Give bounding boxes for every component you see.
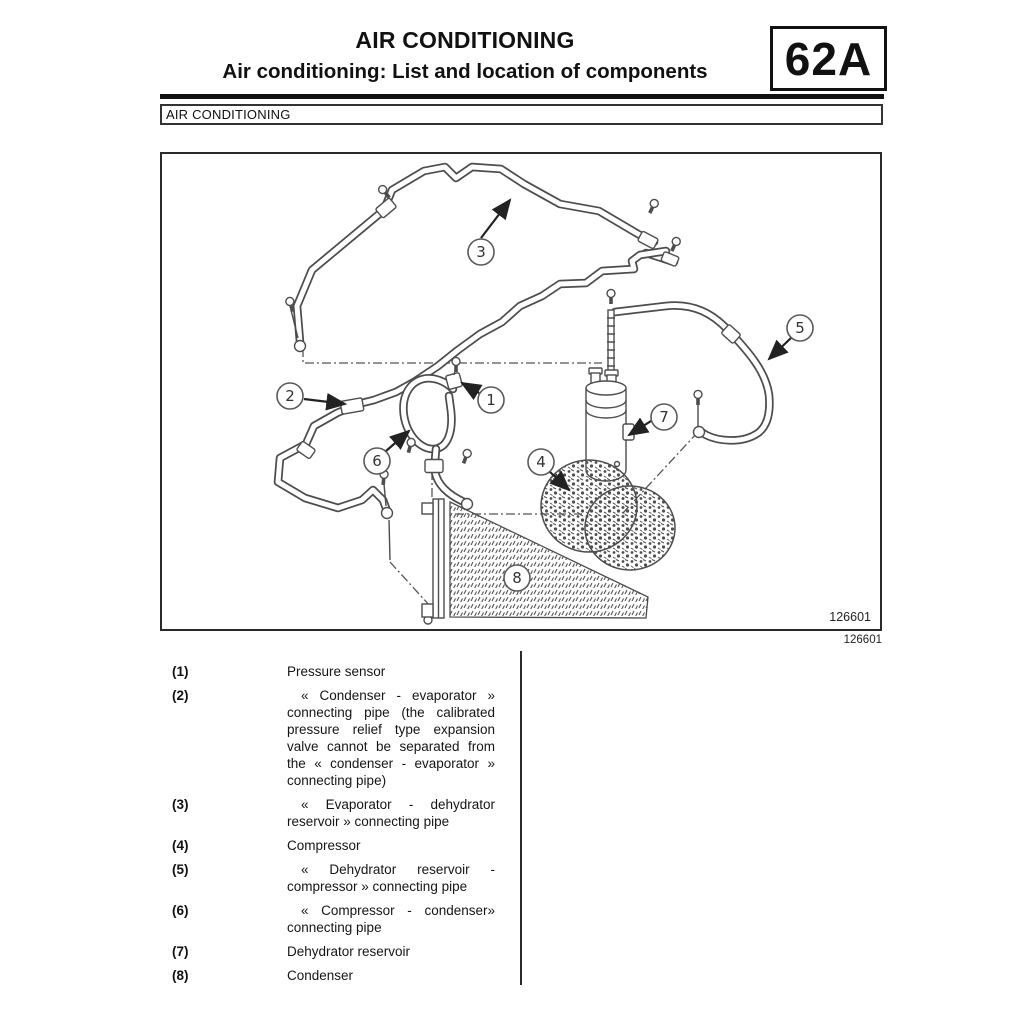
legend-item [172, 943, 517, 960]
callout-1 [478, 387, 504, 413]
legend-item-description: Dehydrator reservoir [287, 944, 411, 959]
legend-item-number: (3) [172, 797, 189, 812]
callout-6 [364, 448, 390, 474]
legend-item-description: « Condenser - evaporator » connecting pipe (the calibrated pressure relief type expansion valve cannot be separated from the « condenser - evaporator » connecting pipe) [287, 688, 495, 788]
legend-item [172, 663, 517, 680]
section-band-label: AIR CONDITIONING [166, 107, 291, 122]
callout-4 [528, 449, 554, 475]
legend-item [172, 861, 517, 895]
legend-item-number: (5) [172, 862, 189, 877]
figure-frame [160, 152, 882, 631]
legend-item-description: Compressor [287, 838, 361, 853]
legend-item-number: (7) [172, 944, 189, 959]
legend-item-number: (2) [172, 688, 189, 703]
svg-text:7: 7 [659, 408, 669, 426]
callout-7 [651, 404, 677, 430]
svg-text:1: 1 [486, 391, 496, 409]
legend-item-description: Condenser [287, 968, 354, 983]
section-code: 62A [784, 32, 873, 85]
components-diagram [162, 154, 880, 629]
legend-item [172, 837, 517, 854]
svg-text:2: 2 [285, 387, 295, 405]
header-rule [160, 94, 884, 99]
callout-5 [787, 315, 813, 341]
page-subtitle: Air conditioning: List and location of components [222, 60, 708, 83]
svg-text:6: 6 [372, 452, 382, 470]
callout-3 [468, 239, 494, 265]
figure-number: 126601 [829, 610, 871, 624]
section-code-box [770, 26, 887, 91]
svg-text:4: 4 [536, 453, 546, 471]
legend-item-number: (6) [172, 903, 189, 918]
callout-8 [504, 565, 530, 591]
column-divider [520, 651, 522, 985]
legend-item-description: « Dehydrator reservoir - compressor » connecting pipe [287, 862, 495, 894]
callout-2 [277, 383, 303, 409]
svg-text:3: 3 [476, 243, 486, 261]
legend-item [172, 796, 517, 830]
page-title: AIR CONDITIONING [355, 27, 575, 53]
legend-item-description: « Evaporator - dehydrator reservoir » connecting pipe [287, 797, 495, 829]
svg-text:8: 8 [512, 569, 522, 587]
legend-item-number: (8) [172, 968, 189, 983]
legend-item-number: (1) [172, 664, 189, 679]
legend-list [172, 663, 517, 991]
legend-item-description: « Compressor - condenser» connecting pipe [287, 903, 495, 935]
section-band [160, 104, 883, 125]
legend-item [172, 687, 517, 789]
legend-item-number: (4) [172, 838, 189, 853]
legend-item-description: Pressure sensor [287, 664, 386, 679]
figure-caption-number: 126601 [843, 634, 882, 646]
legend-item [172, 967, 517, 984]
legend-item [172, 902, 517, 936]
svg-text:5: 5 [795, 319, 805, 337]
